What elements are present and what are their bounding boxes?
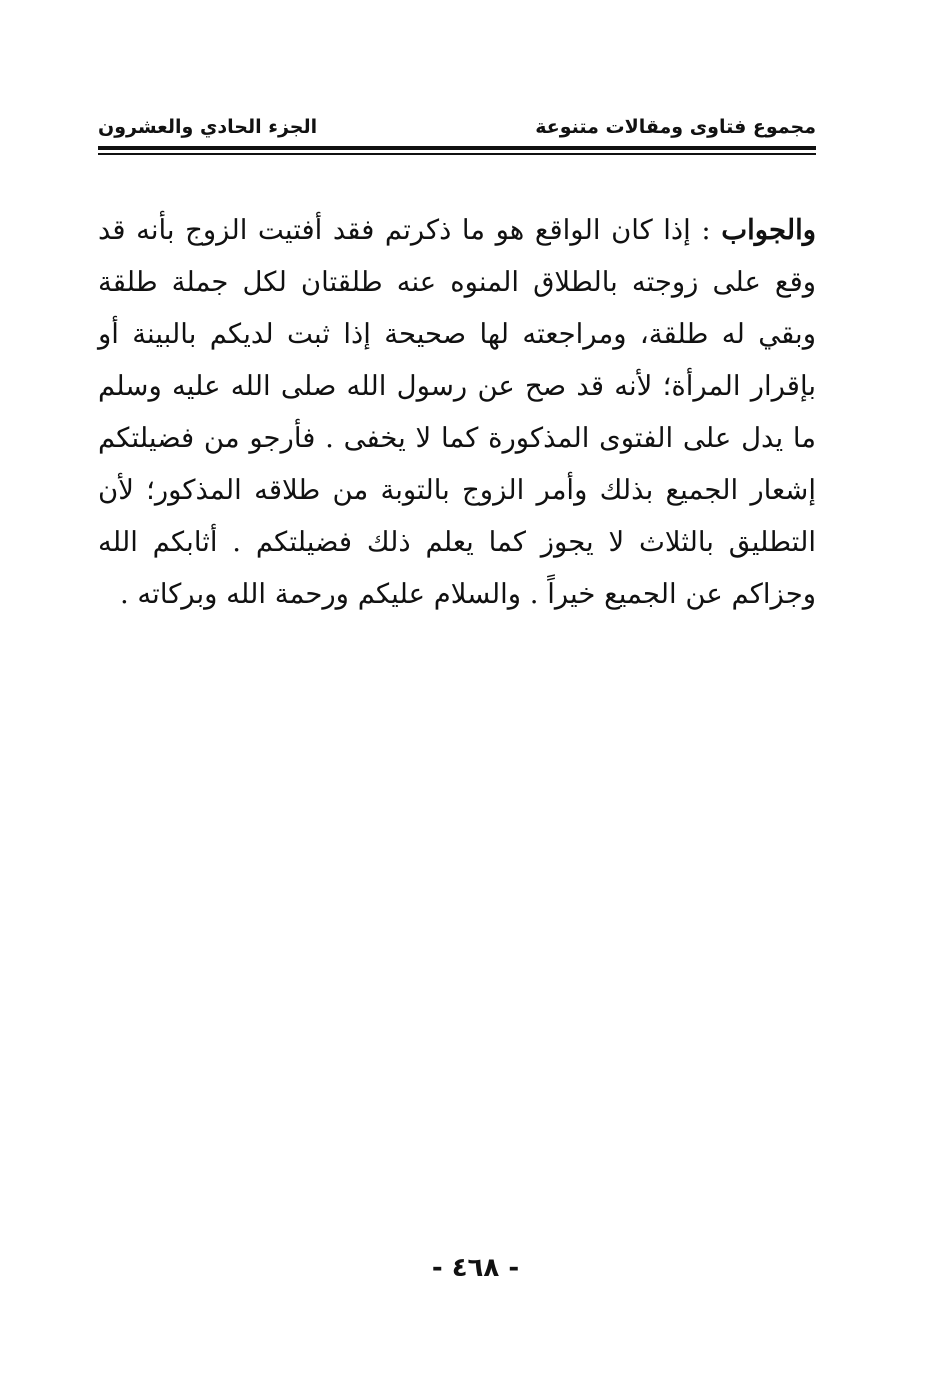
running-header <box>98 112 816 144</box>
volume-label: الجزء الحادي والعشرون <box>98 116 318 138</box>
answer-text: : إذا كان الواقع هو ما ذكرتم فقد أفتيت الزوج بأنه قد وقع على زوجته بالطلاق المنوه عنه طلقتان لكل جملة طلقة وبقي له طلقة، ومراجعته لها صحيحة إذا ثبت لديكم بالبينة أو بإقرار المرأة؛ لأنه قد صح عن رسول الله صلى الله عليه وسلم ما يدل على الفتوى المذكورة كما لا يخفى . فأرجو من فضيلتكم إشعار الجميع بذلك وأمر الزوج بالتوبة من طلاقه المذكور؛ لأن التطليق بالثلاث لا يجوز كما يعلم ذلك فضيلتكم . أثابكم الله وجزاكم عن الجميع خيراً . والسلام عليكم ورحمة الله وبركاته . <box>98 214 816 610</box>
header-rule-thin <box>98 153 816 155</box>
page-number: - ٤٦٨ - <box>431 1253 520 1283</box>
header-rule-thick <box>98 146 816 150</box>
answer-lead: والجواب <box>721 214 816 246</box>
answer-paragraph <box>98 204 816 620</box>
book-title: مجموع فتاوى ومقالات متنوعة <box>535 116 816 138</box>
